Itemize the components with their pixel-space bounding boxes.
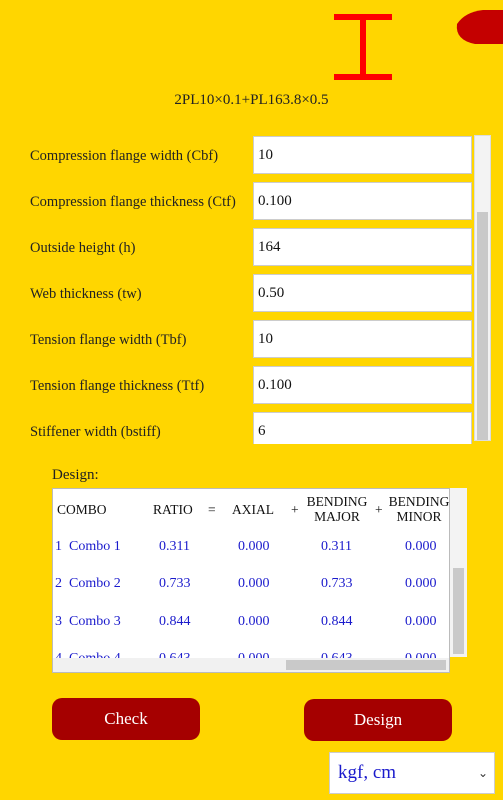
param-label-cbf: Compression flange width (Cbf) xyxy=(30,148,219,164)
header-axial: AXIAL xyxy=(232,502,274,517)
design-title: Design: xyxy=(52,467,99,483)
table-row[interactable] xyxy=(53,576,450,613)
row-combo: Combo 3 xyxy=(69,614,121,629)
row-axial: 0.000 xyxy=(238,614,270,629)
parameters-scrollbar[interactable] xyxy=(474,135,491,441)
check-button[interactable]: Check xyxy=(52,698,200,740)
table-row[interactable] xyxy=(53,539,450,576)
param-row-ttf xyxy=(28,366,474,406)
design-table-hscrollbar[interactable] xyxy=(53,658,450,672)
units-select[interactable] xyxy=(329,752,495,794)
design-table-vscrollbar-thumb[interactable] xyxy=(453,568,464,654)
param-label-tbf: Tension flange width (Tbf) xyxy=(30,332,187,348)
ttf-input[interactable] xyxy=(253,366,472,404)
header-bending-major xyxy=(305,494,369,524)
param-label-ctf: Compression flange thickness (Ctf) xyxy=(30,194,236,210)
param-row-tbf xyxy=(28,320,474,360)
design-button[interactable]: Design xyxy=(304,699,452,741)
table-row[interactable] xyxy=(53,614,450,651)
ctf-input[interactable] xyxy=(253,182,472,220)
header-bending-minor xyxy=(387,494,450,524)
row-ratio: 0.311 xyxy=(159,539,190,554)
param-label-ttf: Tension flange thickness (Ttf) xyxy=(30,378,205,394)
corner-tab-icon[interactable] xyxy=(455,10,503,44)
param-row-tw xyxy=(28,274,474,314)
row-bending-major: 0.844 xyxy=(321,614,353,629)
row-number: 3 xyxy=(55,614,62,629)
header-combo: COMBO xyxy=(57,502,107,517)
chevron-down-icon: ⌄ xyxy=(477,766,488,780)
row-bending-minor: 0.000 xyxy=(405,539,437,554)
row-bending-major: 0.311 xyxy=(321,539,352,554)
parameters-panel xyxy=(28,134,474,444)
header-bending-major-line1: BENDING xyxy=(306,494,368,509)
row-bending-minor: 0.000 xyxy=(405,576,437,591)
row-number: 1 xyxy=(55,539,62,554)
tw-input[interactable] xyxy=(253,274,472,312)
parameters-scrollbar-thumb[interactable] xyxy=(477,212,488,440)
row-axial: 0.000 xyxy=(238,576,270,591)
h-input[interactable] xyxy=(253,228,472,266)
design-table-vscrollbar[interactable] xyxy=(450,488,467,657)
row-combo: Combo 1 xyxy=(69,539,121,554)
row-combo: Combo 2 xyxy=(69,576,121,591)
i-beam-icon xyxy=(334,14,392,80)
units-value: kgf, cm xyxy=(338,762,397,783)
design-table xyxy=(52,488,450,673)
section-designation: 2PL10×0.1+PL163.8×0.5 xyxy=(174,92,329,108)
header-bending-minor-line2: MINOR xyxy=(396,509,442,524)
header-plus-2: + xyxy=(375,502,383,517)
param-label-tw: Web thickness (tw) xyxy=(30,286,142,302)
row-bending-minor: 0.000 xyxy=(405,614,437,629)
cbf-input[interactable] xyxy=(253,136,472,174)
param-row-cbf xyxy=(28,136,474,176)
param-label-bstiff: Stiffener width (bstiff) xyxy=(30,424,161,440)
header-plus-1: + xyxy=(291,502,299,517)
row-ratio: 0.844 xyxy=(159,614,191,629)
row-ratio: 0.733 xyxy=(159,576,191,591)
header-equals: = xyxy=(208,502,216,517)
param-row-ctf xyxy=(28,182,474,222)
tbf-input[interactable] xyxy=(253,320,472,358)
row-axial: 0.000 xyxy=(238,539,270,554)
header-bending-minor-line1: BENDING xyxy=(388,494,450,509)
param-row-h xyxy=(28,228,474,268)
param-row-bstiff xyxy=(28,412,474,444)
param-label-h: Outside height (h) xyxy=(30,240,136,256)
row-number: 2 xyxy=(55,576,62,591)
header-bending-major-line2: MAJOR xyxy=(314,509,360,524)
bstiff-input[interactable] xyxy=(253,412,472,444)
row-bending-major: 0.733 xyxy=(321,576,353,591)
design-table-hscrollbar-thumb[interactable] xyxy=(286,660,446,670)
header-ratio: RATIO xyxy=(153,502,193,517)
